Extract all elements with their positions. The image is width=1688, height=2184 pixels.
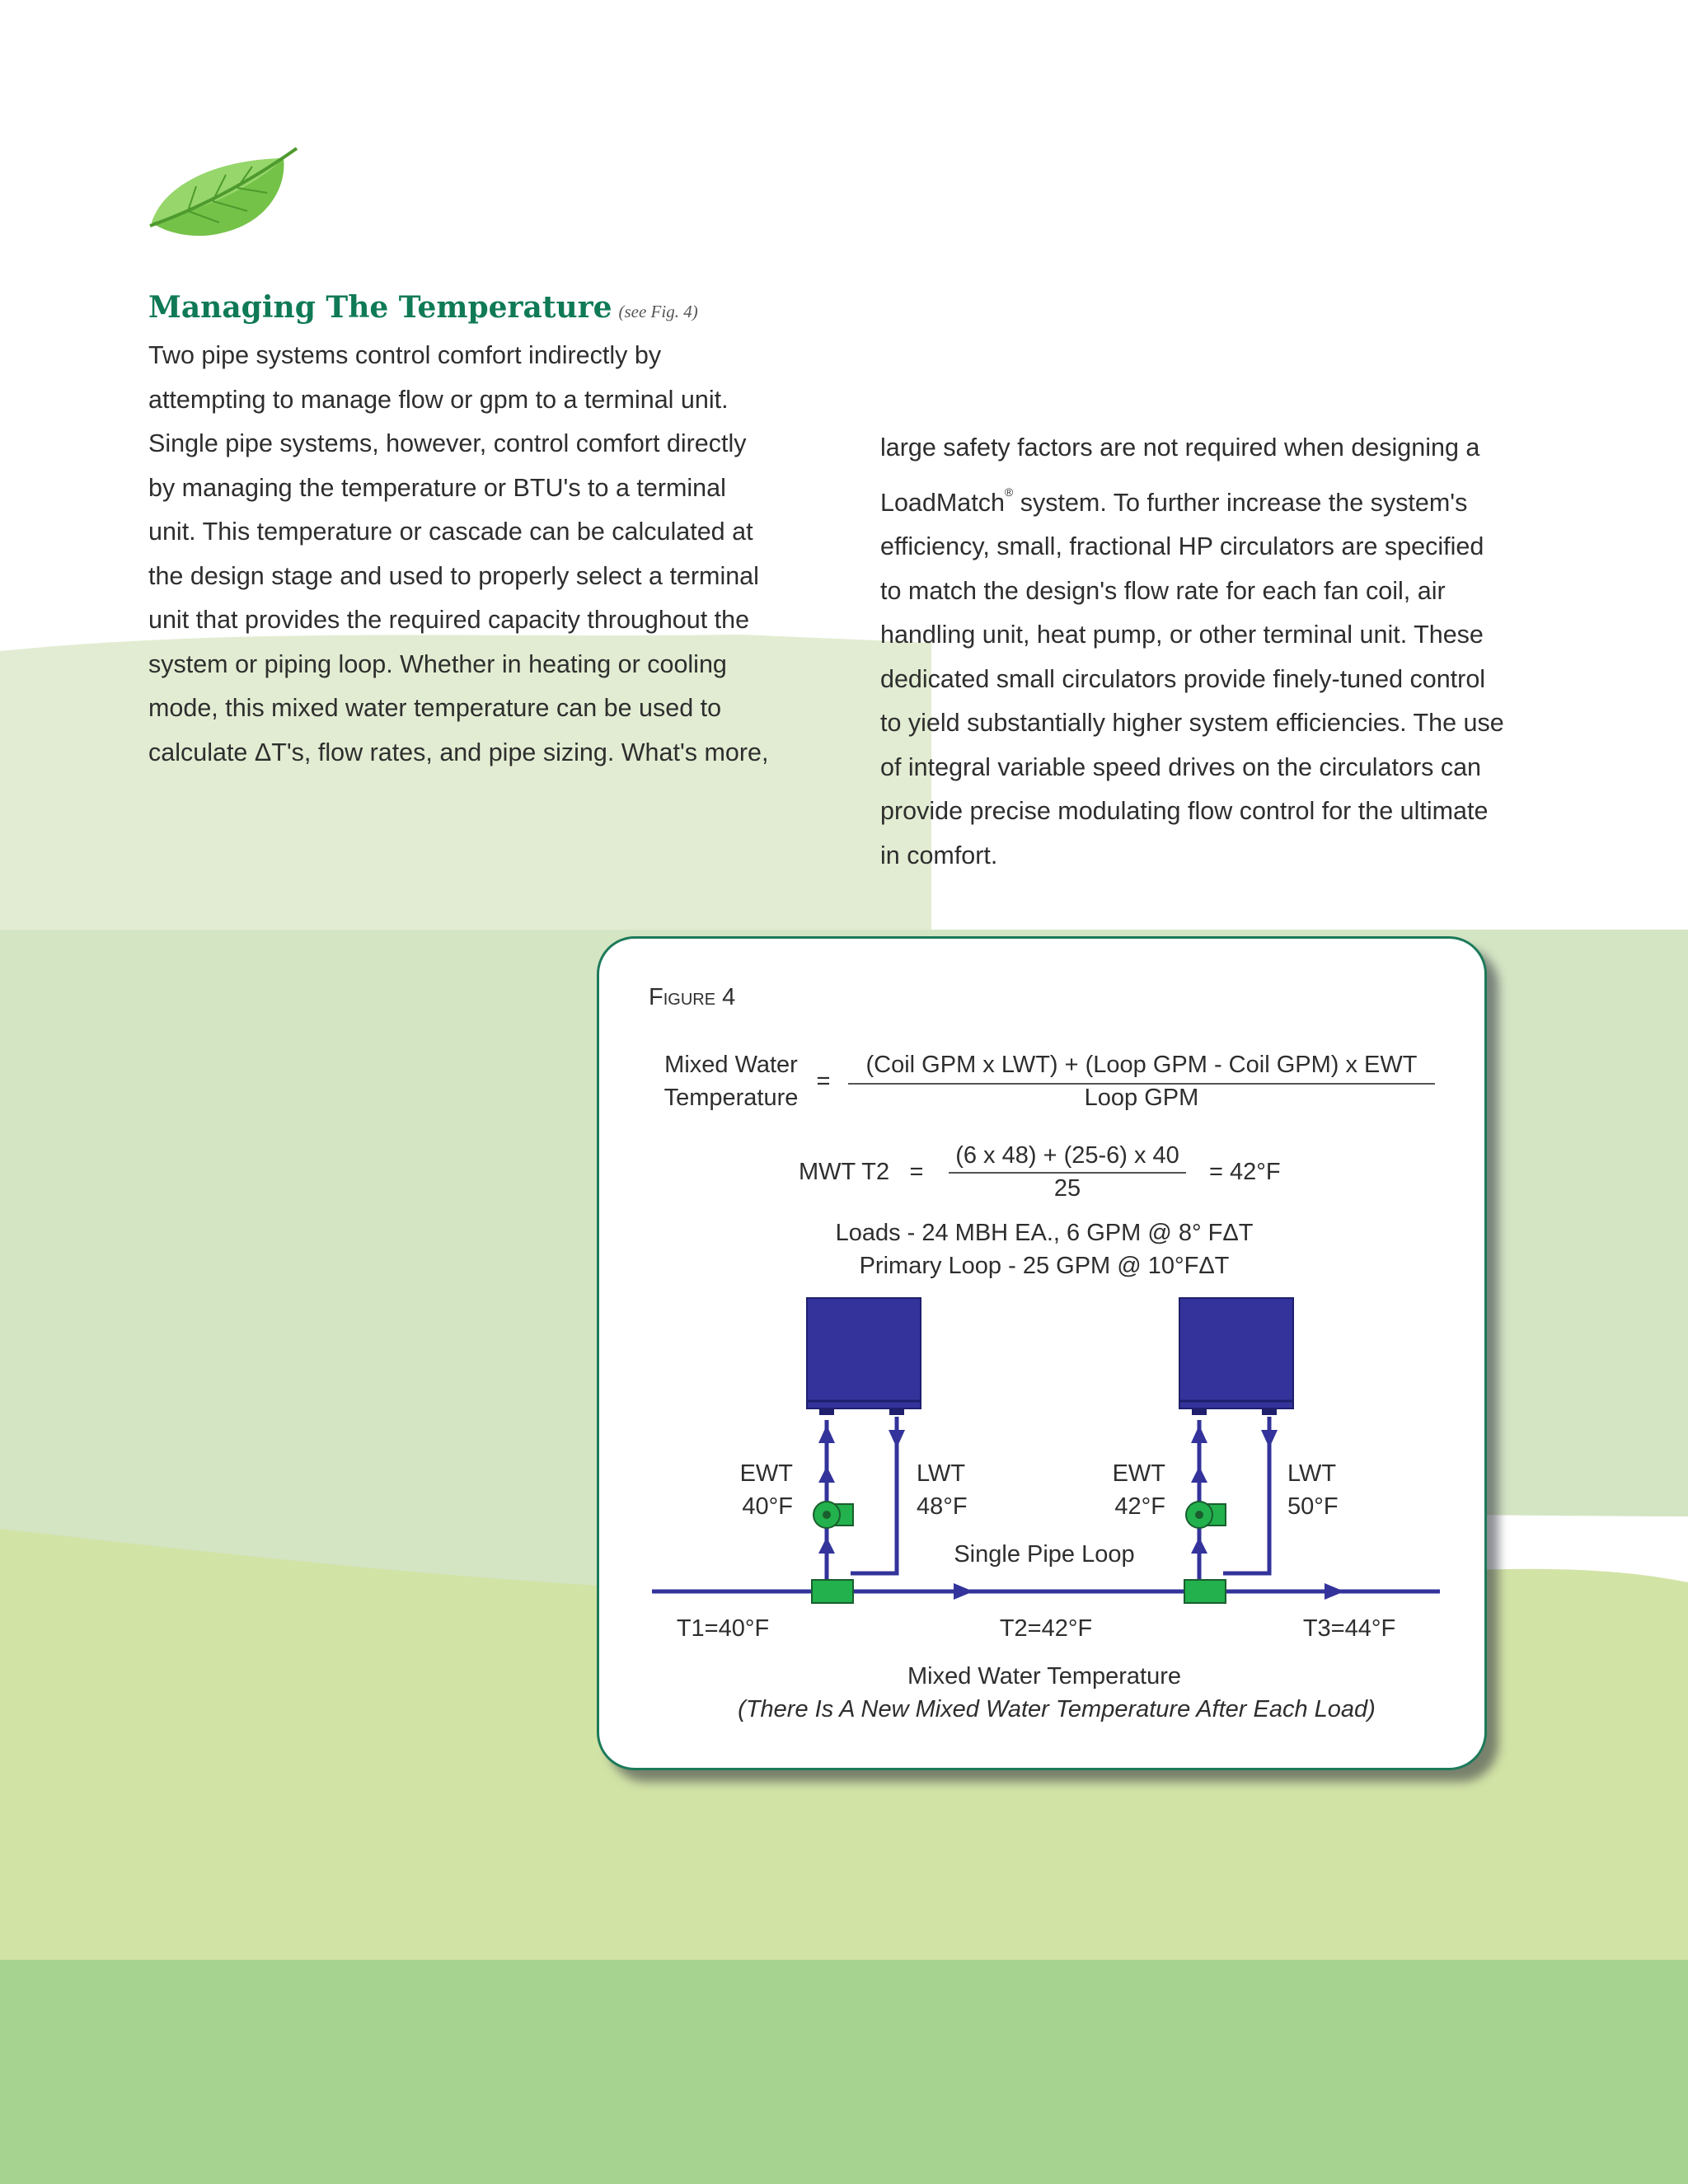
coil-connection [889,1408,904,1415]
loads-line1: Loads - 24 MBH EA., 6 GPM @ 8° FΔT [835,1220,1254,1246]
bg-band-bottom [0,1960,1688,2184]
flow-arrow [954,1583,973,1600]
example-result: = 42°F [1209,1159,1281,1185]
body-column-left [148,334,768,775]
figure-label: Figure 4 [649,984,736,1010]
temp-t3: T3=44°F [1302,1615,1396,1642]
text-line: attempting to manage flow or gpm to a terminal unit. [148,385,729,414]
ewt-value: 40°F [742,1493,793,1520]
figure-4-panel [597,936,1487,1770]
ewt-value: 42°F [1114,1493,1165,1520]
section-heading [148,290,698,325]
text-line: large safety factors are not required when designing a [880,434,1480,462]
text-line: to match the design's flow rate for each fan coil, air [880,576,1446,605]
formula-denominator: Loop GPM [1084,1085,1199,1111]
text-line: dedicated small circulators provide finely-tuned control [880,664,1486,693]
text-line: unit that provides the required capacity throughout the [148,606,750,634]
registered-mark: ® [1004,485,1014,499]
lwt-label: LWT [1287,1460,1337,1487]
flow-arrow [1191,1466,1207,1483]
temp-t1: T1=40°F [676,1615,770,1642]
formula-numerator: (Coil GPM x LWT) + (Loop GPM - Coil GPM) x EWT [865,1052,1418,1078]
flow-arrow [1325,1583,1344,1600]
tee-fitting [812,1580,853,1603]
fan-coil-unit [807,1298,921,1408]
return-pipe [1223,1417,1269,1573]
return-pipe [851,1417,897,1573]
mixed-water-diagram [599,939,1487,1770]
flow-arrow [889,1430,905,1448]
flow-arrow [1261,1430,1278,1448]
text-line: Two pipe systems control comfort indirectly by [148,341,662,369]
section-title: Managing The Temperature [148,290,612,325]
flow-arrow [818,1466,835,1483]
fan-coil-unit [1179,1298,1293,1408]
coil-connection [1262,1408,1277,1415]
lwt-value: 50°F [1287,1493,1339,1520]
text-line: mode, this mixed water temperature can be used to [148,694,722,722]
figure-reference: (see Fig. 4) [618,302,698,321]
flow-arrow [1191,1537,1207,1554]
caption-title: Mixed Water Temperature [907,1663,1182,1690]
leaf-icon [147,147,302,239]
formula-equals: = [816,1068,831,1094]
circulator-pump-icon [814,1502,853,1528]
text-fragment: system. To further increase the system's [1013,488,1468,517]
load-unit-1 [740,1298,968,1603]
loads-line2: Primary Loop - 25 GPM @ 10°FΔT [859,1253,1230,1279]
text-line: unit. This temperature or cascade can be calculated at [148,518,753,546]
formula-lhs-line2: Temperature [663,1085,799,1111]
text-line: in comfort. [880,841,998,869]
example-denominator: 25 [1053,1175,1081,1202]
ewt-label: EWT [1112,1460,1165,1487]
example-numerator: (6 x 48) + (25-6) x 40 [955,1142,1179,1169]
lwt-label: LWT [917,1460,966,1487]
ewt-label: EWT [739,1460,793,1487]
text-line: provide precise modulating flow control for the ultimate [880,797,1489,825]
text-line: efficiency, small, fractional HP circulators are specified [880,532,1484,560]
loop-label: Single Pipe Loop [954,1541,1135,1568]
tee-fitting [1184,1580,1226,1603]
brand-name: LoadMatch [880,488,1005,517]
text-line: to yield substantially higher system efficiencies. The use [880,709,1504,737]
circulator-pump-icon [1186,1502,1226,1528]
example-equals: = [909,1159,924,1185]
flow-arrow [818,1537,835,1554]
coil-connection [819,1408,834,1415]
lwt-value: 48°F [917,1493,968,1520]
load-unit-2 [1113,1298,1339,1603]
body-column-right [880,426,1504,878]
text-line: handling unit, heat pump, or other terminal unit. These [880,621,1484,649]
text-line: the design stage and used to properly select a terminal [148,561,759,590]
text-line: of integral variable speed drives on the circulators can [880,752,1482,781]
caption-subtitle: (There Is A New Mixed Water Temperature After Each Load) [738,1696,1376,1722]
formula-lhs-line1: Mixed Water [664,1052,798,1078]
example-lhs: MWT T2 [799,1159,890,1185]
text-line [880,471,1504,526]
flow-arrow [1191,1425,1207,1443]
text-line: calculate ΔT's, flow rates, and pipe sizing. What's more, [148,738,769,766]
coil-connection [1192,1408,1207,1415]
text-line: by managing the temperature or BTU's to a terminal [148,473,726,502]
temp-t2: T2=42°F [999,1615,1093,1642]
text-line: system or piping loop. Whether in heating or cooling [148,649,727,678]
flow-arrow [818,1425,835,1443]
text-line: Single pipe systems, however, control comfort directly [148,429,747,457]
